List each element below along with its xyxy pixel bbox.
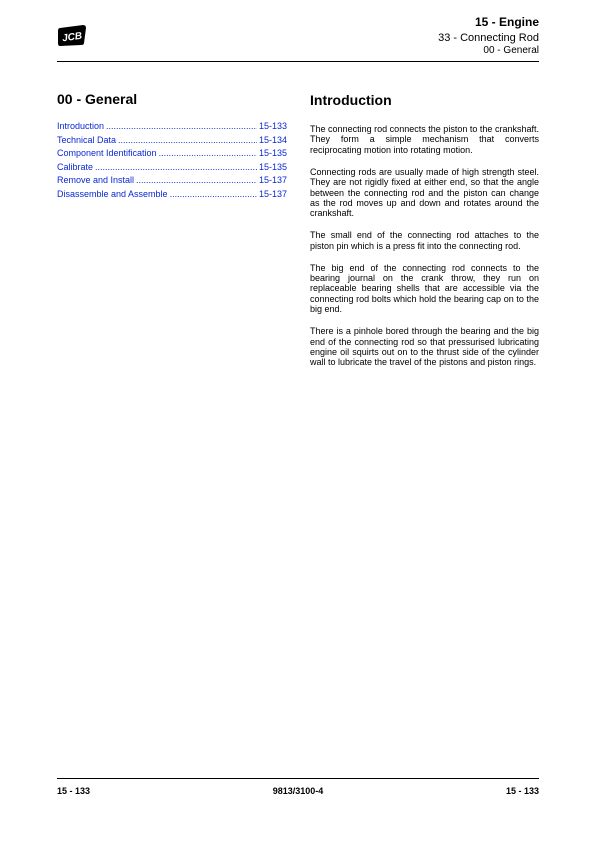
toc-label: Remove and Install [57,175,135,186]
toc-label: Introduction [57,121,105,131]
subsection-title: 00 - General [483,45,539,56]
toc-leader [118,135,257,145]
header-divider [57,61,539,62]
toc-item-calibrate[interactable] [57,162,287,176]
chapter-title: 15 - Engine [474,15,539,29]
introduction-body [310,124,539,379]
toc-page: 15-137 [258,188,287,199]
logo-text: JCB [61,30,83,45]
toc-leader [95,162,257,172]
section-title: 33 - Connecting Rod [438,32,539,44]
toc-page: 15-135 [258,161,287,172]
paragraph: The small end of the connecting rod attaches to the piston pin which is a press fit into the connecting rod. [310,230,539,251]
toc-label: Component Identification [57,148,157,159]
paragraph: Connecting rods are usually made of high strength steel. They are not rigidly fixed at either end, so that the angle between the connecting rod and the piston can change as the rod moves up and down and rotates around the crankshaft. [310,166,539,219]
paragraph: The connecting rod connects the piston to the crankshaft. They form a simple mechanism that converts reciprocating motion into rotating motion. [310,124,539,155]
toc-page: 15-133 [258,121,287,131]
toc-page: 15-137 [258,175,287,186]
footer-document-number: 9813/3100-4 [272,786,324,796]
toc-leader [170,189,257,199]
footer-page-number-right: 15 - 133 [505,786,539,796]
footer-page-number-left: 15 - 133 [57,786,91,796]
footer-divider [57,778,539,779]
toc-leader [159,148,257,158]
paragraph: The big end of the connecting rod connects to the bearing journal on the crank throw, they run on replaceable bearing shells that are accessible via the connecting rod bolts which hold the bearing cap on to the big end. [310,262,539,315]
toc-page: 15-134 [258,134,287,145]
introduction-heading: Introduction [310,92,392,108]
toc-label: Calibrate [57,161,94,172]
toc-heading: 00 - General [57,91,138,107]
table-of-contents [57,121,287,203]
toc-item-component-identification[interactable] [57,148,287,162]
toc-label: Technical Data [57,134,117,145]
toc-leader [106,121,257,131]
toc-item-technical-data[interactable] [57,135,287,149]
jcb-logo [57,24,87,47]
toc-label: Disassemble and Assemble [57,188,168,199]
toc-page: 15-135 [258,148,287,159]
toc-item-disassemble-and-assemble[interactable] [57,189,287,203]
paragraph: There is a pinhole bored through the bearing and the big end of the connecting rod so that pressurised lubricating engine oil squirts out on to the thrust side of the cylinder wall to lubricate the travel of the pistons and piston rings. [310,326,539,368]
toc-item-introduction[interactable] [57,121,287,135]
toc-leader [136,175,257,185]
toc-item-remove-and-install[interactable] [57,175,287,189]
